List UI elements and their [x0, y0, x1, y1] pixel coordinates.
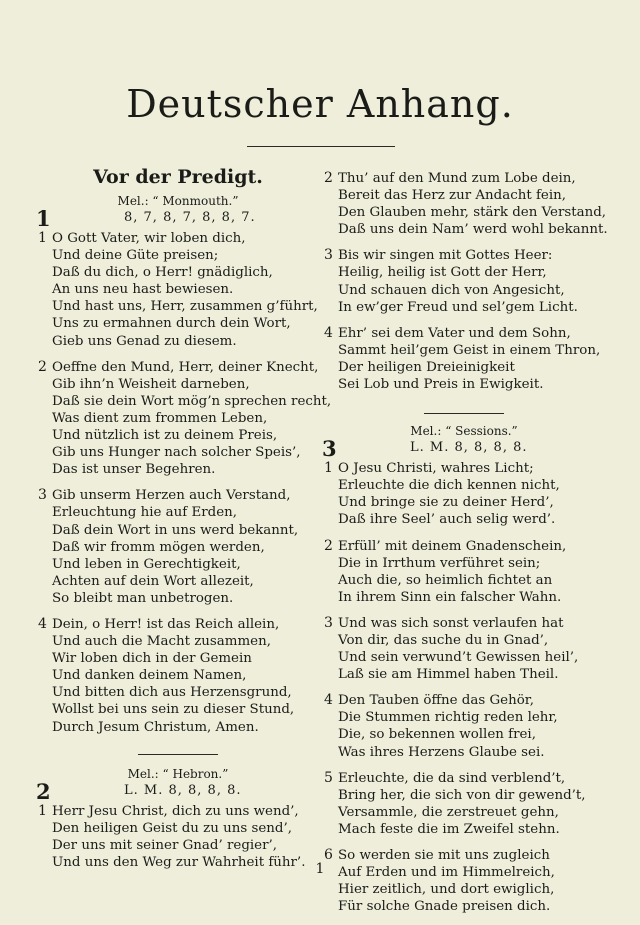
verse-line: Gib unserm Herzen auch Verstand, — [52, 488, 291, 504]
stanza — [324, 615, 604, 683]
verse-line: Den Tauben öffne das Gehör, — [338, 693, 534, 709]
verse-line: Erleuchte die dich kennen nicht, — [338, 478, 560, 494]
stanza-number: 3 — [324, 614, 333, 631]
verse-line: Ehr’ sei dem Vater und dem Sohn, — [338, 325, 571, 341]
verse-line: Gieb uns Genad zu diesem. — [52, 333, 237, 349]
hymn-3-header — [324, 438, 604, 460]
left-column — [36, 166, 332, 880]
verse-line: Und danken deinem Namen, — [52, 668, 247, 684]
verse-line: Herr Jesu Christ, dich zu uns wend’, — [52, 803, 299, 819]
verse-line: Daß wir fromm mögen werden, — [52, 539, 265, 555]
verse-line: Gib uns Hunger nach solcher Speis’, — [52, 445, 301, 461]
verse-line: Die, so bekennen wollen frei, — [338, 727, 536, 743]
verse-line: Thu’ auf den Mund zum Lobe dein, — [338, 171, 576, 186]
verse-line: Der uns mit seiner Gnad’ regier’, — [52, 837, 278, 853]
verse-line: Das ist unser Begehren. — [52, 462, 216, 478]
verse-line: So bleibt man unbetrogen. — [52, 590, 234, 606]
verse-line: Die Stummen richtig reden lehr, — [338, 710, 558, 726]
verse-line: Daß uns dein Nam’ werd wohl bekannt. — [338, 222, 608, 238]
hymn-3-meter: L. M. 8, 8, 8, 8. — [410, 440, 528, 456]
verse-line: Und schauen dich von Angesicht, — [338, 282, 565, 298]
verse-line: O Gott Vater, wir loben dich, — [52, 231, 246, 246]
verse-line: Hier zeitlich, und dort ewiglich, — [338, 882, 555, 898]
verse-line: Und hast uns, Herr, zusammen g’führt, — [52, 299, 318, 315]
stanza-number: 2 — [324, 537, 333, 554]
verse-line: Wollst bei uns sein zu dieser Stund, — [52, 702, 295, 718]
verse-line: Durch Jesum Christum, Amen. — [52, 719, 259, 735]
page-title: Deutscher Anhang. — [126, 82, 514, 126]
verse-line: So werden sie mit uns zugleich — [338, 848, 550, 863]
stanza-number: 4 — [324, 692, 333, 709]
verse-line: Heilig, heilig ist Gott der Herr, — [338, 265, 547, 281]
stanza-number: 3 — [38, 487, 47, 504]
stanza-number: 4 — [324, 324, 333, 341]
verse-line: Der heiligen Dreieinigkeit — [338, 359, 515, 375]
verse-line: Für solche Gnade preisen dich. — [338, 899, 551, 915]
verse-line: Die in Irrthum verführet sein; — [338, 555, 541, 571]
stanza — [324, 460, 604, 528]
hymn-1-header — [38, 208, 318, 230]
verse-line: Und bitten dich aus Herzensgrund, — [52, 685, 292, 701]
stanza — [38, 358, 332, 479]
stanza-number: 1 — [38, 802, 47, 819]
stanza-number: 3 — [324, 247, 333, 264]
verse-line: Den heiligen Geist du zu uns send’, — [52, 820, 292, 836]
verse-line: Bring her, die sich von dir gewend’t, — [338, 787, 586, 803]
verse-line: Was dient zum frommen Leben, — [52, 410, 268, 426]
stanza — [324, 692, 604, 760]
verse-line: Daß dein Wort in uns werd bekannt, — [52, 522, 299, 538]
verse-line: Und bringe sie zu deiner Herd’, — [338, 495, 554, 511]
verse-line: Dein, o Herr! ist das Reich allein, — [52, 616, 280, 632]
verse-line: Gib ihn’n Weisheit darneben, — [52, 376, 250, 392]
verse-line: Und deine Güte preisen; — [52, 248, 219, 264]
hymn-2-tune: Mel.: “ Hebron.” — [127, 766, 229, 781]
verse-line: Erleuchtung hie auf Erden, — [52, 505, 238, 521]
verse-line: In ihrem Sinn ein falscher Wahn. — [338, 589, 562, 605]
page-number: 1 — [315, 861, 325, 877]
verse-line: O Jesu Christi, wahres Licht; — [338, 461, 534, 477]
verse-line: Sei Lob und Preis in Ewigkeit. — [338, 377, 544, 393]
verse-line: An uns neu hast bewiesen. — [52, 282, 234, 298]
verse-line: Achten auf dein Wort allezeit, — [52, 573, 254, 589]
stanza — [38, 616, 318, 736]
verse-line: In ew’ger Freud und sel’gem Licht. — [338, 299, 578, 315]
verse-line: Und was sich sonst verlaufen hat — [338, 615, 564, 631]
verse-line: Bis wir singen mit Gottes Heer: — [338, 248, 553, 264]
stanza — [324, 247, 604, 315]
verse-line: Mach feste die im Zweifel stehn. — [338, 821, 560, 837]
stanza-number: 5 — [324, 769, 333, 786]
verse-line: Daß sie dein Wort mög’n sprechen recht, — [52, 393, 332, 409]
verse-line: Bereit das Herz zur Andacht fein, — [338, 188, 567, 204]
stanza-number: 1 — [324, 460, 333, 477]
stanza-number: 1 — [38, 230, 47, 246]
verse-line: Und auch die Macht zusammen, — [52, 634, 271, 650]
hymn-2-meter: L. M. 8, 8, 8, 8. — [124, 782, 242, 798]
verse-line: Oeffne den Mund, Herr, deiner Knecht, — [52, 359, 319, 375]
hymn-1-tune: Mel.: “ Monmouth.” — [117, 194, 239, 208]
stanza — [324, 170, 608, 238]
hymn-2-number: 2 — [36, 778, 51, 804]
hymn-separator — [138, 754, 218, 755]
stanza — [324, 325, 604, 393]
stanza — [324, 538, 604, 606]
hymn-3-number: 3 — [322, 436, 337, 462]
verse-line: Versammle, die zerstreuet gehn, — [338, 804, 559, 820]
right-column — [322, 170, 608, 924]
stanza — [324, 770, 604, 838]
verse-line: Auf Erden und im Himmelreich, — [338, 865, 555, 881]
section-heading: Vor der Predigt. — [93, 166, 263, 188]
stanza-number: 6 — [324, 847, 333, 863]
title-rule — [247, 146, 395, 147]
verse-line: Uns zu ermahnen durch dein Wort, — [52, 316, 291, 332]
verse-line: Erfüll’ mit deinem Gnadenschein, — [338, 538, 567, 554]
stanza-number: 2 — [38, 358, 47, 375]
verse-line: Auch die, so heimlich fichtet an — [338, 572, 553, 588]
verse-line: Und uns den Weg zur Wahrheit führ’. — [52, 854, 306, 870]
hymn-2-header — [36, 778, 318, 804]
hymn-3-tune: Mel.: “ Sessions.” — [410, 424, 518, 439]
hymn-separator — [424, 413, 504, 414]
verse-line: Wir loben dich in der Gemein — [52, 651, 252, 667]
verse-line: Erleuchte, die da sind verblend’t, — [338, 770, 566, 786]
verse-line: Und nützlich ist zu deinem Preis, — [52, 428, 278, 444]
hymn-1-meter: 8, 7, 8, 7, 8, 8, 7. — [124, 210, 256, 225]
stanza — [38, 487, 318, 607]
verse-line: Daß ihre Seel’ auch selig werd’. — [338, 512, 556, 528]
stanza-number: 4 — [38, 615, 47, 632]
verse-line: Von dir, das suche du in Gnad’, — [338, 632, 549, 648]
verse-line: Daß du dich, o Herr! gnädiglich, — [52, 265, 273, 281]
verse-line: Den Glauben mehr, stärk den Verstand, — [338, 205, 607, 221]
verse-line: Laß sie am Himmel haben Theil. — [338, 667, 559, 683]
verse-line: Und leben in Gerechtigkeit, — [52, 556, 241, 572]
verse-line: Und sein verwund’t Gewissen heil’, — [338, 650, 579, 666]
verse-line: Sammt heil’gem Geist in einem Thron, — [338, 342, 601, 358]
stanza — [38, 230, 318, 350]
hymn-1-number: 1 — [36, 206, 51, 231]
stanza-number: 2 — [324, 170, 333, 186]
stanza — [324, 847, 604, 915]
verse-line: Was ihres Herzens Glaube sei. — [338, 744, 545, 760]
